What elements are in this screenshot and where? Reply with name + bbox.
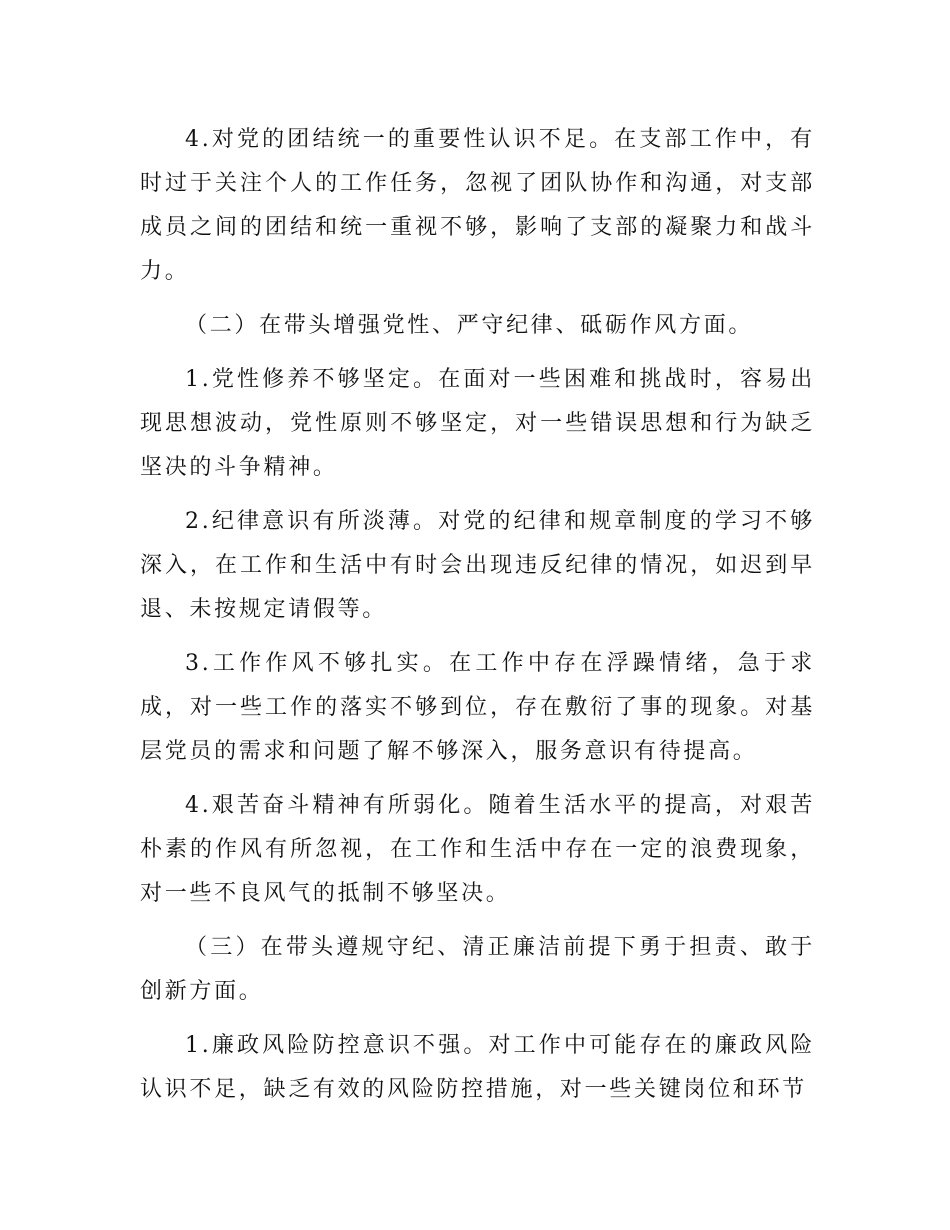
section-heading-integrity: （三）在带头遵规守纪、清正廉洁前提下勇于担责、敢于创新方面。 [140, 935, 815, 1004]
paragraph-unity-awareness: 4.对党的团结统一的重要性认识不足。在支部工作中，有时过于关注个人的工作任务，忽视了团队协作和沟通，对支部成员之间的团结和统一重视不够，影响了支部的凝聚力和战斗力。 [140, 127, 815, 284]
paragraph-risk-prevention: 1.廉政风险防控意识不强。对工作中可能存在的廉政风险认识不足，缺乏有效的风险防控措施，对一些关键岗位和环节 [140, 1033, 815, 1102]
paragraph-work-style: 3.工作作风不够扎实。在工作中存在浮躁情绪，急于求成，对一些工作的落实不够到位，存在敷衍了事的现象。对基层党员的需求和问题了解不够深入，服务意识有待提高。 [140, 651, 815, 764]
paragraph-discipline-awareness: 2.纪律意识有所淡薄。对党的纪律和规章制度的学习不够深入，在工作和生活中有时会出现违反纪律的情况，如迟到早退、未按规定请假等。 [140, 509, 815, 622]
paragraph-hard-work-spirit: 4.艰苦奋斗精神有所弱化。随着生活水平的提高，对艰苦朴素的作风有所忽视，在工作和生活中存在一定的浪费现象，对一些不良风气的抵制不够坚决。 [140, 793, 815, 906]
section-heading-party-spirit: （二）在带头增强党性、严守纪律、砥砺作风方面。 [185, 313, 754, 338]
paragraph-party-cultivation: 1.党性修养不够坚定。在面对一些困难和挑战时，容易出现思想波动，党性原则不够坚定，对一些错误思想和行为缺乏坚决的斗争精神。 [140, 367, 815, 480]
document-body [140, 118, 815, 1122]
